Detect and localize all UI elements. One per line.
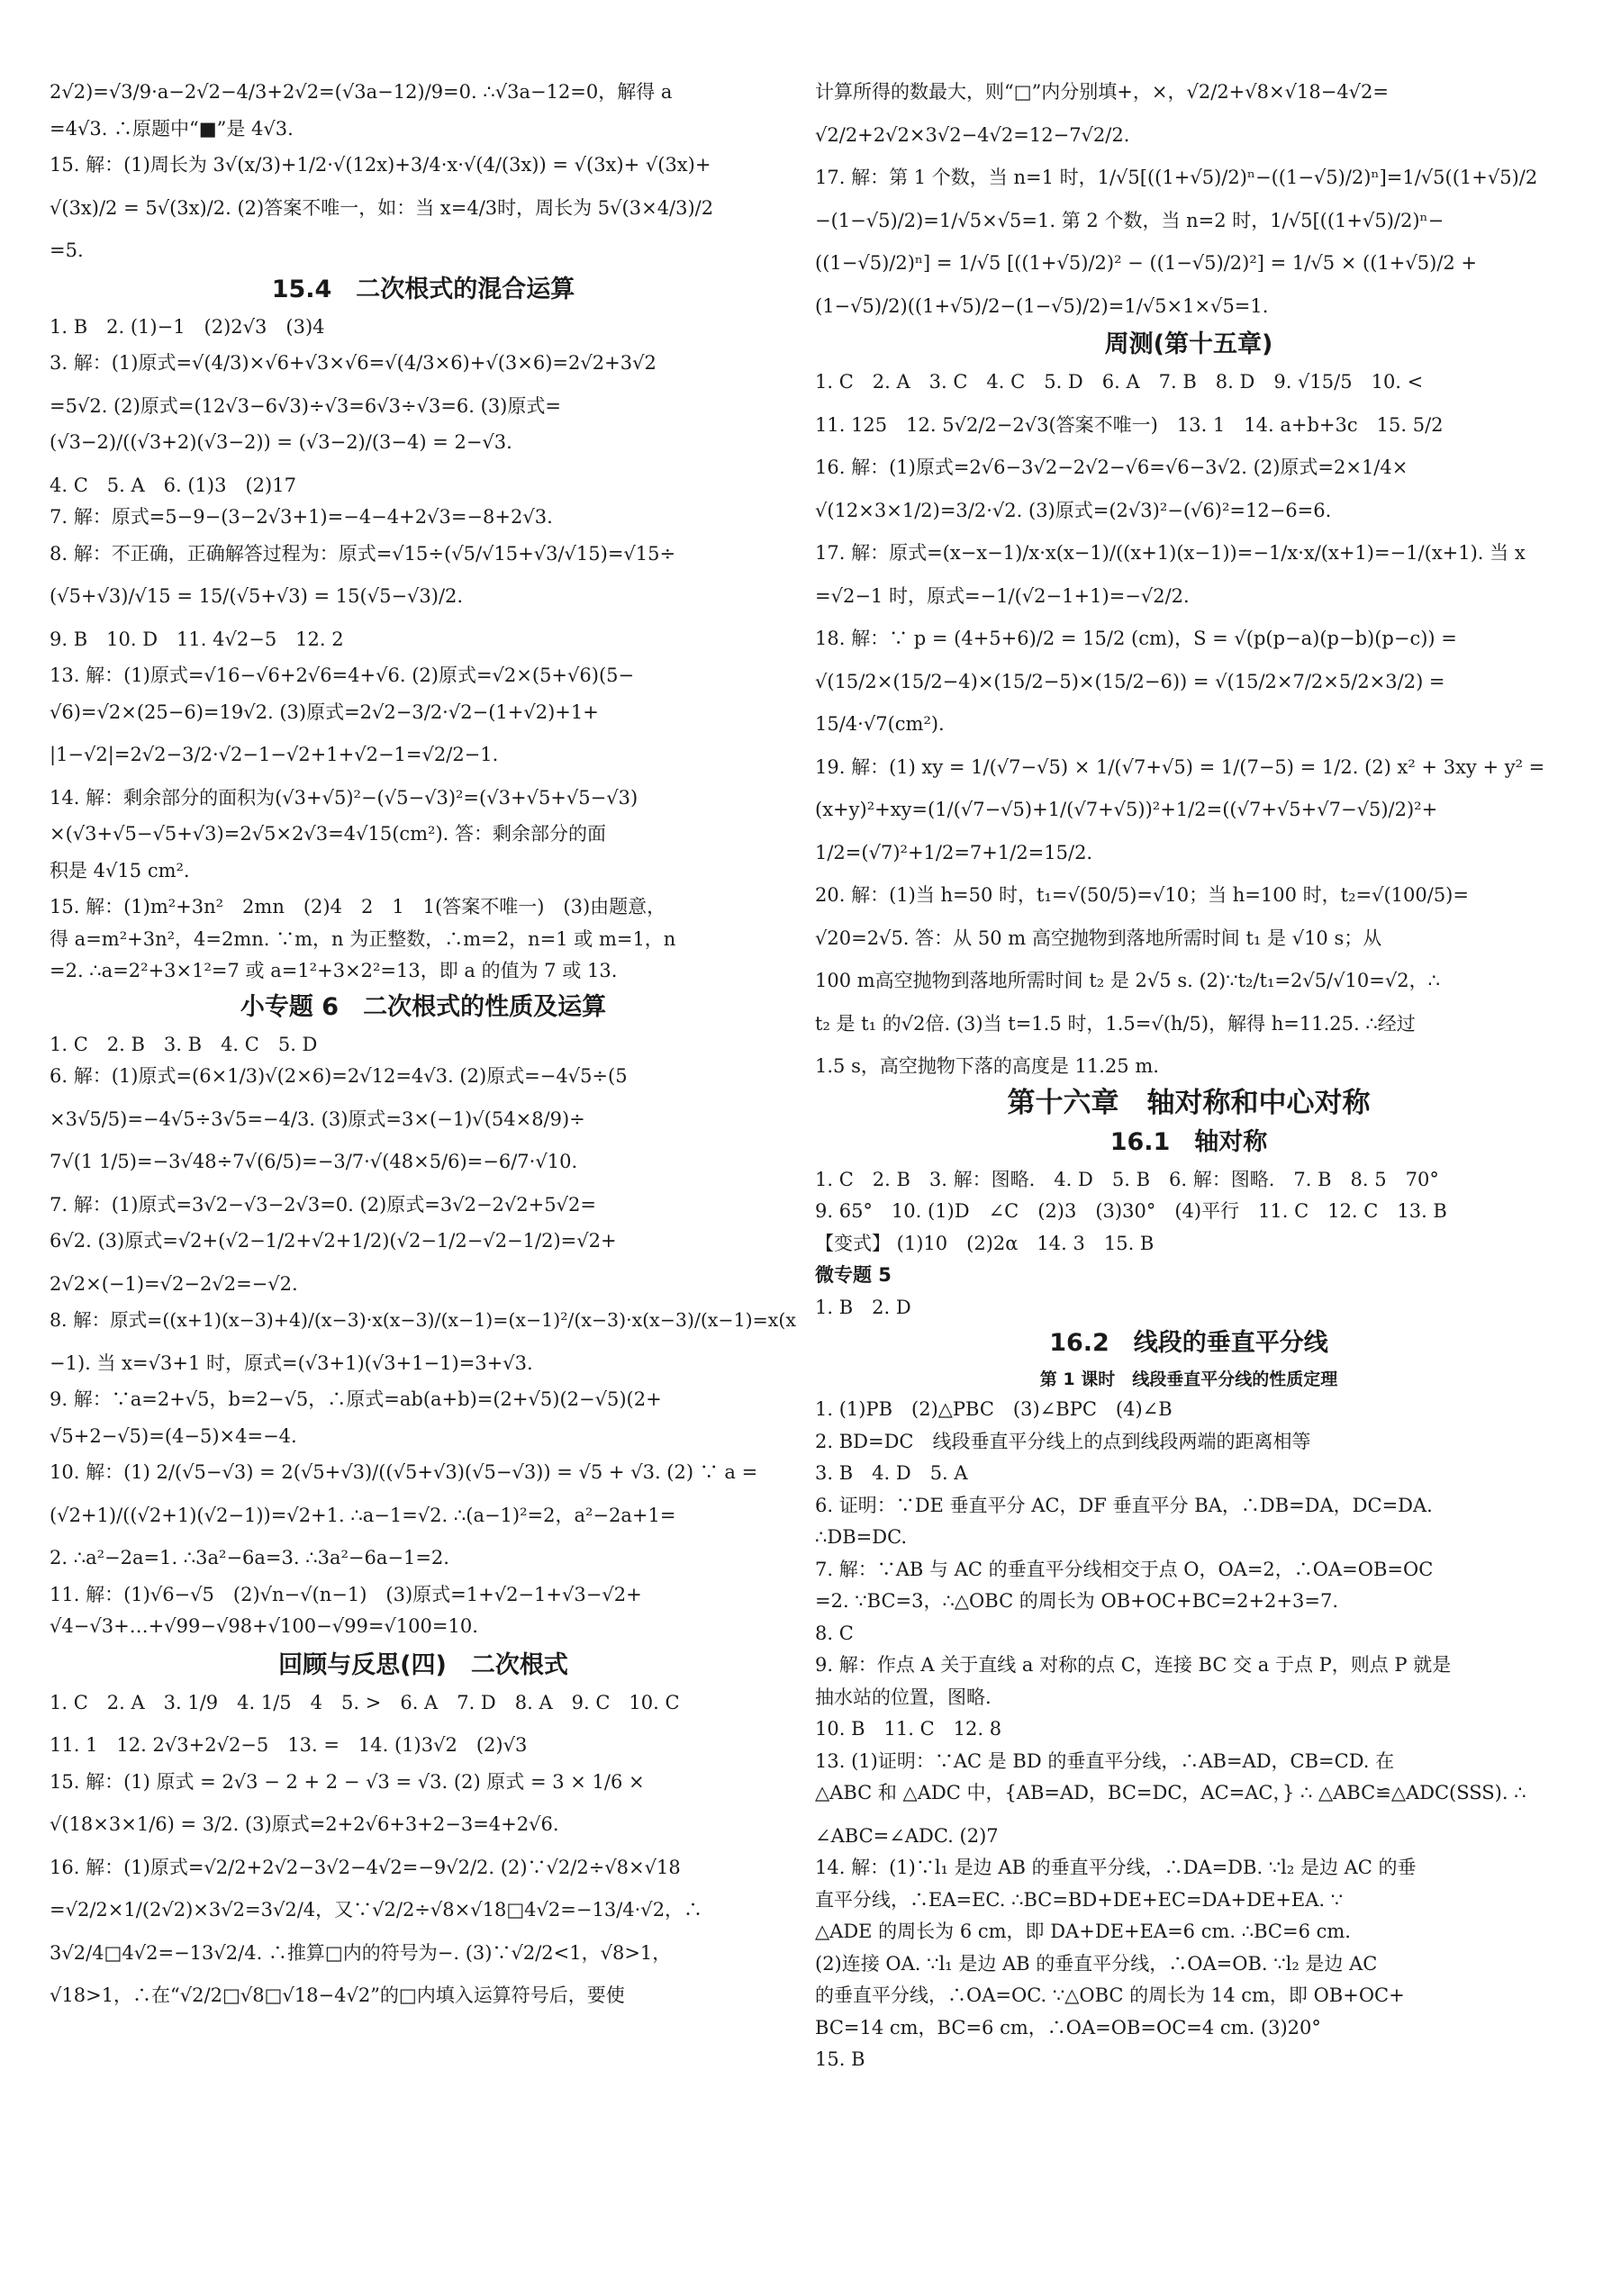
text-line: √(12×3×1/2)=3/2·√2. (3)原式=(2√3)²−(√6)²=12−6=6. xyxy=(815,499,1332,521)
text-line: 8. 解：原式=((x+1)(x−3)+4)/(x−3)·x(x−3)/(x−1)=(x−1)²/(x−3)·x(x−3)/(x−1)=x(x xyxy=(50,1309,796,1331)
text-line: √(18×3×1/6) = 3/2. (3)原式=2+2√6+3+2−3=4+2√6. xyxy=(50,1813,559,1835)
text-line: ((1−√5)/2)ⁿ] = 1/√5 [((1+√5)/2)² − ((1−√5)/2)²] = 1/√5 × ((1+√5)/2 + xyxy=(815,252,1478,274)
text-line: 14. 解：(1)∵l₁ 是边 AB 的垂直平分线，∴DA=DB. ∵l₂ 是边 AC 的垂 xyxy=(815,1857,1417,1878)
text-line: 2√2)=√3/9·a−2√2−4/3+2√2=(√3a−12)/9=0. ∴√3a−12=0，解得 a xyxy=(50,81,673,103)
text-line: (√5+√3)/√15 = 15/(√5+√3) = 15(√5−√3)/2. xyxy=(50,585,464,607)
text-line: 2. ∴a²−2a=1. ∴3a²−6a=3. ∴3a²−6a−1=2. xyxy=(50,1547,449,1568)
text-line: 15. 解：(1)m²+3n² 2mn (2)4 2 1 1(答案不唯一) (3)由题意， xyxy=(50,896,666,917)
text-line: 9. B 10. D 11. 4√2−5 12. 2 xyxy=(50,628,344,650)
text-line: 1. C 2. B 3. B 4. C 5. D xyxy=(50,1033,318,1055)
text-line: ×3√5/5)=−4√5÷3√5=−4/3. (3)原式=3×(−1)√(54×8/9)÷ xyxy=(50,1107,585,1130)
text-line: △ABC 和 △ADC 中，{AB=AD，BC=DC，AC=AC，} ∴ △ABC≌△ADC(SSS). ∴ xyxy=(815,1782,1526,1803)
right-column xyxy=(815,79,1562,2079)
text-line: 2√2×(−1)=√2−2√2=−√2. xyxy=(50,1272,298,1295)
text-line: 15. 解：(1)周长为 3√(x/3)+1/2·√(12x)+3/4·x·√(4/(3x)) = √(3x)+ √(3x)+ xyxy=(50,154,711,176)
text-line: 2. BD=DC 线段垂直平分线上的点到线段两端的距离相等 xyxy=(815,1430,1311,1452)
text-line: ∠ABC=∠ADC. (2)7 xyxy=(815,1824,999,1847)
text-line: 7. 解：原式=5−9−(3−2√3+1)=−4−4+2√3=−8+2√3. xyxy=(50,506,553,528)
text-line: 3. 解：(1)原式=√(4/3)×√6+√3×√6=√(4/3×6)+√(3×6)=2√2+3√2 xyxy=(50,352,657,374)
text-line: 4. C 5. A 6. (1)3 (2)17 xyxy=(50,474,296,496)
section-heading-16-1: 16.1 轴对称 xyxy=(1109,1127,1268,1156)
text-line: 6. 证明：∵DE 垂直平分 AC，DF 垂直平分 BA，∴DB=DA，DC=DA. xyxy=(815,1494,1433,1516)
text-line: 10. 解：(1) 2/(√5−√3) = 2(√5+√3)/((√5+√3)(√5−√3)) = √5 + √3. (2) ∵ a = xyxy=(50,1461,758,1483)
text-line: −1). 当 x=√3+1 时，原式=(√3+1)(√3+1−1)=3+√3. xyxy=(50,1351,533,1374)
left-column xyxy=(50,79,797,2020)
text-line: 1. B 2. D xyxy=(815,1296,911,1318)
text-line: √(15/2×(15/2−4)×(15/2−5)×(15/2−6)) = √(15/2×7/2×5/2×3/2) = xyxy=(815,670,1445,692)
text-line: =√2−1 时，原式=−1/(√2−1+1)=−√2/2. xyxy=(815,584,1190,607)
section-heading-weekly-test: 周测(第十五章) xyxy=(1104,330,1273,358)
text-line: √18>1，∴在“√2/2□√8□√18−4√2”的□内填入运算符号后，要使 xyxy=(50,1984,625,2006)
section-heading-16-2: 16.2 线段的垂直平分线 xyxy=(1049,1329,1328,1357)
text-line: =2. ∴a=2²+3×1²=7 或 a=1²+3×2²=13，即 a 的值为 7 或 13. xyxy=(50,960,618,981)
text-line: 7√(1 1/5)=−3√48÷7√(6/5)=−3/7·√(48×5/6)=−6/7·√10. xyxy=(50,1151,578,1172)
text-line: 3. B 4. D 5. A xyxy=(815,1462,968,1484)
text-line: 1. C 2. B 3. 解：图略. 4. D 5. B 6. 解：图略. 7. B 8. 5 70° xyxy=(815,1168,1439,1190)
text-line: √4−√3+…+√99−√98+√100−√99=√100=10. xyxy=(50,1615,478,1637)
text-line: 19. 解：(1) xy = 1/(√7−√5) × 1/(√7+√5) = 1/(7−5) = 1/2. (2) x² + 3xy + y² = xyxy=(815,755,1545,778)
text-line: (x+y)²+xy=(1/(√7−√5)+1/(√7+√5))²+1/2=((√7+√5+√7−√5)/2)²+ xyxy=(815,799,1438,820)
text-line: √2/2+2√2×3√2−4√2=12−7√2/2. xyxy=(815,123,1130,146)
text-line: 11. 1 12. 2√3+2√2−5 13. = 14. (1)3√2 (2)√3 xyxy=(50,1734,528,1756)
text-line: 15/4·√7(cm²). xyxy=(815,713,945,735)
text-line: t₂ 是 t₁ 的√2倍. (3)当 t=1.5 时，1.5=√(h/5)，解得 h=11.25. ∴经过 xyxy=(815,1012,1416,1035)
text-line: 11. 125 12. 5√2/2−2√3(答案不唯一) 13. 1 14. a+b+3c 15. 5/2 xyxy=(815,413,1444,436)
text-line: √20=2√5. 答：从 50 m 高空抛物到落地所需时间 t₁ 是 √10 s；从 xyxy=(815,927,1382,949)
text-line: 1. B 2. (1)−1 (2)2√3 (3)4 xyxy=(50,315,325,338)
text-line: =√2/2×1/(2√2)×3√2=3√2/4，又∵√2/2÷√8×√18□4√2=−13/4·√2，∴ xyxy=(50,1899,703,1921)
text-line: 17. 解：第 1 个数，当 n=1 时，1/√5[((1+√5)/2)ⁿ−((1−√5)/2)ⁿ]=1/√5((1+√5)/2 xyxy=(815,167,1538,188)
text-line: 20. 解：(1)当 h=50 时，t₁=√(50/5)=√10；当 h=100 时，t₂=√(100/5)= xyxy=(815,884,1469,906)
text-line: 【变式】 (1)10 (2)2α 14. 3 15. B xyxy=(815,1232,1155,1254)
text-line: 9. 65° 10. (1)D ∠C (2)3 (3)30° (4)平行 11. C 12. C 13. B xyxy=(815,1200,1447,1222)
text-line: 微专题 5 xyxy=(815,1264,892,1286)
text-line: (√2+1)/((√2+1)(√2−1))=√2+1. ∴a−1=√2. ∴(a−1)²=2，a²−2a+1= xyxy=(50,1504,676,1526)
text-line: 11. 解：(1)√6−√5 (2)√n−√(n−1) (3)原式=1+√2−1+√3−√2+ xyxy=(50,1583,642,1605)
text-line: BC=14 cm，BC=6 cm，∴OA=OB=OC=4 cm. (3)20° xyxy=(815,2016,1321,2038)
text-line: 100 m高空抛物到落地所需时间 t₂ 是 2√5 s. (2)∵t₂/t₁=2√5/√10=√2，∴ xyxy=(815,970,1440,991)
text-line: =5. xyxy=(50,240,84,261)
text-line: 直平分线，∴EA=EC. ∴BC=BD+DE+EC=DA+DE+EA. ∵ xyxy=(815,1888,1344,1911)
text-line: √6)=√2×(25−6)=19√2. (3)原式=2√2−3/2·√2−(1+√2)+1+ xyxy=(50,701,599,723)
text-line: 7. 解：(1)原式=3√2−√3−2√3=0. (2)原式=3√2−2√2+5√2= xyxy=(50,1193,596,1216)
text-line: |1−√2|=2√2−3/2·√2−1−√2+1+√2−1=√2/2−1. xyxy=(50,744,499,765)
text-line: ×(√3+√5−√5+√3)=2√5×2√3=4√15(cm²). 答：剩余部分的面 xyxy=(50,823,607,845)
text-line: 9. 解：作点 A 关于直线 a 对称的点 C，连接 BC 交 a 于点 P，则点 P 就是 xyxy=(815,1654,1452,1676)
text-line: 1.5 s，高空抛物下落的高度是 11.25 m. xyxy=(815,1055,1159,1077)
text-line: 3√2/4□4√2=−13√2/4. ∴推算□内的符号为−. (3)∵√2/2<1，√8>1， xyxy=(50,1941,672,1964)
text-line: 1. C 2. A 3. C 4. C 5. D 6. A 7. B 8. D 9. √15/5 10. < xyxy=(815,371,1424,393)
text-line: −(1−√5)/2)=1/√5×√5=1. 第 2 个数，当 n=2 时，1/√5[((1+√5)/2)ⁿ− xyxy=(815,209,1444,231)
text-line: 6. 解：(1)原式=(6×1/3)√(2×6)=2√12=4√3. (2)原式=−4√5÷(5 xyxy=(50,1065,628,1087)
text-line: (2)连接 OA. ∵l₁ 是边 AB 的垂直平分线，∴OA=OB. ∵l₂ 是边 AC xyxy=(815,1952,1378,1975)
text-line: 的垂直平分线，∴OA=OC. ∵△OBC 的周长为 14 cm，即 OB+OC+ xyxy=(815,1984,1405,2006)
text-line: =5√2. (2)原式=(12√3−6√3)÷√3=6√3÷√3=6. (3)原式= xyxy=(50,394,561,417)
section-heading-15-4: 15.4 二次根式的混合运算 xyxy=(271,275,575,303)
text-line: (√3−2)/((√3+2)(√3−2)) = (√3−2)/(3−4) = 2−√3. xyxy=(50,431,512,453)
text-line: 得 a=m²+3n²，4=2mn. ∵m，n 为正整数，∴m=2，n=1 或 m=1，n xyxy=(50,927,676,950)
text-line: 抽水站的位置，图略. xyxy=(815,1686,992,1708)
text-line: √5+2−√5)=(4−5)×4=−4. xyxy=(50,1424,297,1447)
text-line: 1. C 2. A 3. 1/9 4. 1/5 4 5. > 6. A 7. D 8. A 9. C 10. C xyxy=(50,1691,680,1713)
lesson-subheading: 第 1 课时 线段垂直平分线的性质定理 xyxy=(1039,1369,1338,1389)
text-line: 15. 解：(1) 原式 = 2√3 − 2 + 2 − √3 = √3. (2) 原式 = 3 × 1/6 × xyxy=(50,1770,645,1793)
text-line: =4√3. ∴原题中“■”是 4√3. xyxy=(50,117,294,140)
text-line: 计算所得的数最大，则“□”内分别填+，×，√2/2+√8×√18−4√2= xyxy=(815,81,1390,103)
text-line: 8. 解：不正确，正确解答过程为：原式=√15÷(√5/√15+√3/√15)=√15÷ xyxy=(50,542,676,565)
text-line: 15. B xyxy=(815,2048,865,2070)
text-line: 1/2=(√7)²+1/2=7+1/2=15/2. xyxy=(815,841,1093,863)
text-line: 8. C xyxy=(815,1622,854,1644)
text-line: ∴DB=DC. xyxy=(815,1526,908,1548)
text-line: =2. ∵BC=3，∴△OBC 的周长为 OB+OC+BC=2+2+3=7. xyxy=(815,1590,1338,1612)
text-line: 1. (1)PB (2)△PBC (3)∠BPC (4)∠B xyxy=(815,1398,1173,1420)
text-line: 9. 解：∵a=2+√5，b=2−√5，∴原式=ab(a+b)=(2+√5)(2−√5)(2+ xyxy=(50,1388,662,1410)
text-line: (1−√5)/2)((1+√5)/2−(1−√5)/2)=1/√5×1×√5=1. xyxy=(815,294,1269,317)
text-line: 14. 解：剩余部分的面积为(√3+√5)²−(√5−√3)²=(√3+√5+√5−√3) xyxy=(50,786,638,809)
text-line: 17. 解：原式=(x−x−1)/x·x(x−1)/((x+1)(x−1))=−1/x·x/(x+1)=−1/(x+1). 当 x xyxy=(815,542,1526,564)
text-line: 7. 解：∵AB 与 AC 的垂直平分线相交于点 O，OA=2，∴OA=OB=OC xyxy=(815,1558,1434,1580)
text-line: 16. 解：(1)原式=2√6−3√2−2√2−√6=√6−3√2. (2)原式=2×1/4× xyxy=(815,456,1408,478)
text-line: 积是 4√15 cm². xyxy=(50,859,190,881)
text-line: 6√2. (3)原式=√2+(√2−1/2+√2+1/2)(√2−1/2−√2−1/2)=√2+ xyxy=(50,1230,617,1252)
text-line: 10. B 11. C 12. 8 xyxy=(815,1718,1002,1740)
text-line: 16. 解：(1)原式=√2/2+2√2−3√2−4√2=−9√2/2. (2)∵√2/2÷√8×√18 xyxy=(50,1856,681,1878)
text-line: √(3x)/2 = 5√(3x)/2. (2)答案不唯一，如：当 x=4/3时，周长为 5√(3×4/3)/2 xyxy=(50,196,714,219)
section-heading-review-4: 回顾与反思(四) 二次根式 xyxy=(278,1650,568,1679)
section-heading-topic-6: 小专题 6 二次根式的性质及运算 xyxy=(240,992,607,1021)
text-line: 13. (1)证明：∵AC 是 BD 的垂直平分线，∴AB=AD，CB=CD. 在 xyxy=(815,1749,1395,1772)
text-line: 13. 解：(1)原式=√16−√6+2√6=4+√6. (2)原式=√2×(5+√6)(5− xyxy=(50,664,635,686)
text-line: △ADE 的周长为 6 cm，即 DA+DE+EA=6 cm. ∴BC=6 cm. xyxy=(815,1921,1351,1942)
chapter-heading-16: 第十六章 轴对称和中心对称 xyxy=(1007,1086,1371,1119)
text-line: 18. 解：∵ p = (4+5+6)/2 = 15/2 (cm)，S = √(p(p−a)(p−b)(p−c)) = xyxy=(815,628,1457,649)
